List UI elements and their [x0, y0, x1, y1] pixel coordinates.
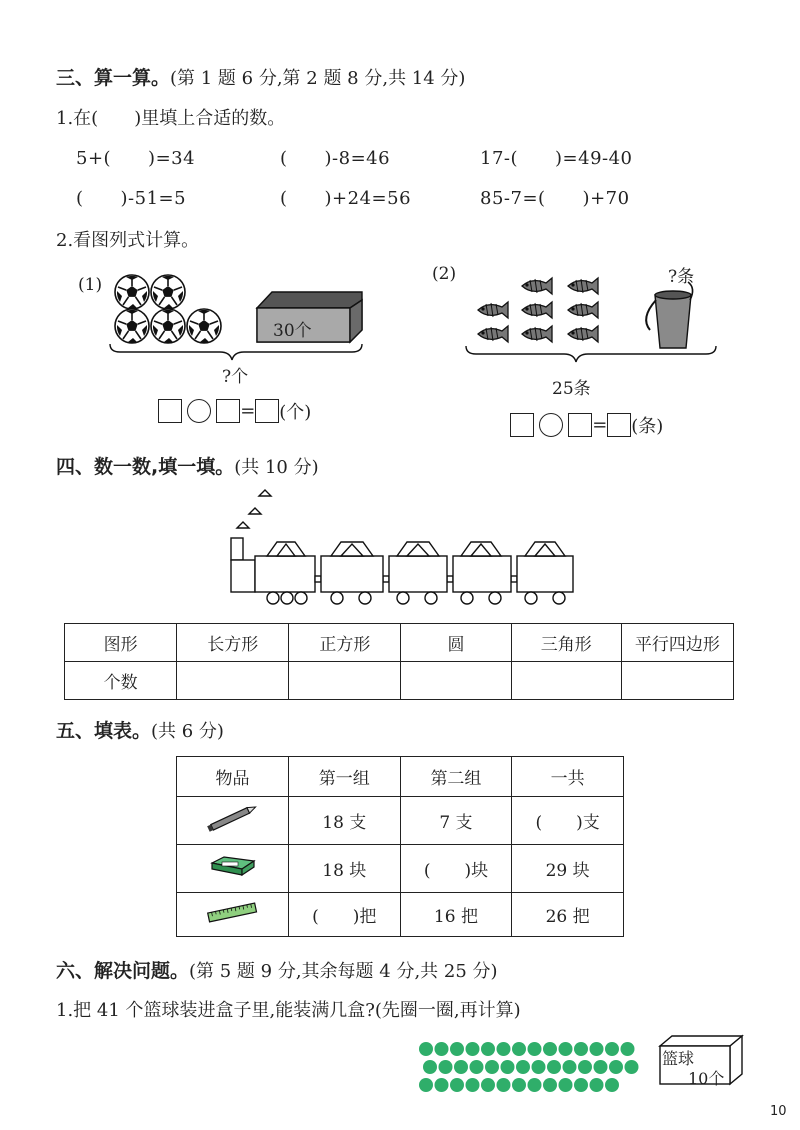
answer-box[interactable]: [216, 399, 240, 423]
table-cell: 7 支: [400, 797, 512, 845]
basketball-dot: [574, 1078, 588, 1092]
problem-2-answer-template: [510, 412, 663, 438]
basketball-dot: [485, 1060, 499, 1074]
basketball-dot: [512, 1042, 526, 1056]
basketball-dot: [454, 1060, 468, 1074]
basketball-dot: [435, 1078, 449, 1092]
soccer-ball-icon: [115, 309, 149, 343]
basketball-dot: [423, 1060, 437, 1074]
table-cell: 16 把: [400, 893, 512, 937]
table-header: 圆: [401, 624, 511, 662]
table-row-label: 个数: [65, 662, 177, 700]
item-table: [176, 756, 624, 937]
table-cell: 29 块: [512, 845, 624, 893]
fish-icon: [522, 326, 552, 342]
basketball-dot: [481, 1078, 495, 1092]
basketball-dot: [497, 1042, 511, 1056]
table-header: 第一组: [288, 757, 400, 797]
problem-2-number: (2): [432, 264, 457, 284]
basketball-dot: [563, 1060, 577, 1074]
table-header: 三角形: [511, 624, 621, 662]
problem-1-number: (1): [78, 275, 103, 295]
equation-5: ( )+24=56: [280, 188, 412, 209]
table-header: 第二组: [400, 757, 512, 797]
table-cell: 18 块: [288, 845, 400, 893]
basketball-dot: [594, 1060, 608, 1074]
basketball-dot: [543, 1078, 557, 1092]
fish-icon: [568, 302, 598, 318]
equals-sign: =: [240, 400, 256, 422]
basketball-dot: [439, 1060, 453, 1074]
equation-2: ( )-8=46: [280, 148, 391, 169]
operator-circle[interactable]: [187, 399, 211, 423]
soccer-ball-icon: [151, 275, 185, 309]
basketball-dot: [590, 1042, 604, 1056]
section-6-title: 六、解决问题。: [56, 960, 190, 982]
table-cell: 26 把: [512, 893, 624, 937]
soccer-ball-icon: [187, 309, 221, 343]
basketball-dot: [605, 1078, 619, 1092]
problem-1-question-label: ?个: [222, 367, 249, 387]
equation-3: 17-( )=49-40: [480, 148, 633, 169]
fish-icon: [568, 278, 598, 294]
section-4-title: 四、数一数,填一填。: [56, 456, 235, 478]
table-row: [177, 893, 624, 937]
basketball-dot: [528, 1078, 542, 1092]
basketball-dot: [516, 1060, 530, 1074]
eraser-icon: [177, 845, 289, 893]
answer-cell[interactable]: [511, 662, 621, 700]
basketball-dot: [578, 1060, 592, 1074]
basketball-dots: [418, 1040, 648, 1100]
section-3-heading: [56, 63, 465, 90]
fish-icon: [478, 326, 508, 342]
answer-box[interactable]: [510, 413, 534, 437]
table-cell[interactable]: ( )块: [400, 845, 512, 893]
table-header: 正方形: [289, 624, 401, 662]
box-label-line-2: 10个: [688, 1069, 725, 1088]
fish-icon: [568, 326, 598, 342]
answer-cell[interactable]: [177, 662, 289, 700]
fish-icon: [522, 302, 552, 318]
section-3-title: 三、算一算。: [56, 67, 171, 89]
table-header: 物品: [177, 757, 289, 797]
equation-4: ( )-51=5: [76, 188, 187, 209]
basketball-dot: [547, 1060, 561, 1074]
unit-label: (条): [631, 416, 664, 437]
answer-box[interactable]: [568, 413, 592, 437]
smoke-triangle-icon: [259, 490, 271, 496]
basketball-dot: [605, 1042, 619, 1056]
table-header: 图形: [65, 624, 177, 662]
basketball-dot: [466, 1042, 480, 1056]
table-cell: 18 支: [288, 797, 400, 845]
table-cell[interactable]: ( )把: [288, 893, 400, 937]
pencil-icon: [177, 797, 289, 845]
equation-1: 5+( )=34: [76, 148, 196, 169]
question-3-2: 2.看图列式计算。: [56, 230, 200, 251]
basketball-dot: [574, 1042, 588, 1056]
problem-1-answer-template: [158, 398, 311, 424]
chimney-rect: [231, 538, 243, 560]
answer-cell[interactable]: [621, 662, 733, 700]
section-5-title: 五、填表。: [56, 720, 152, 742]
table-row: [177, 845, 624, 893]
table-header: 一共: [512, 757, 624, 797]
basketball-dot: [590, 1078, 604, 1092]
section-6-points: (第 5 题 9 分,其余每题 4 分,共 25 分): [189, 961, 498, 982]
problem-2-question-label: ?条: [668, 267, 695, 287]
fish-icon: [478, 302, 508, 318]
basketball-dot: [419, 1042, 433, 1056]
basketball-dot: [450, 1078, 464, 1092]
answer-box[interactable]: [255, 399, 279, 423]
bucket-icon: [646, 282, 692, 348]
table-header: 平行四边形: [621, 624, 733, 662]
section-6-heading: [56, 956, 498, 983]
unit-label: (个): [279, 402, 312, 423]
section-5-points: (共 6 分): [151, 721, 224, 742]
problem-1-figure: [100, 268, 370, 368]
table-header: 长方形: [177, 624, 289, 662]
fish-icon: [522, 278, 552, 294]
operator-circle[interactable]: [539, 413, 563, 437]
box-label: 30个: [273, 321, 312, 341]
basketball-dot: [466, 1078, 480, 1092]
basketball-dot: [528, 1042, 542, 1056]
basketball-dot: [435, 1042, 449, 1056]
problem-2-total-label: 25条: [552, 379, 591, 399]
basketball-dot: [497, 1078, 511, 1092]
shape-count-table: [64, 623, 734, 700]
basketball-dot: [543, 1042, 557, 1056]
ruler-icon: [177, 893, 289, 937]
engine-body: [255, 556, 315, 592]
box-label-line-1: 篮球: [662, 1049, 695, 1068]
train-figure: [225, 484, 580, 609]
basketball-dot: [470, 1060, 484, 1074]
smoke-triangle-icon: [249, 508, 261, 514]
soccer-ball-icon: [115, 275, 149, 309]
section-3-points: (第 1 题 6 分,第 2 题 8 分,共 14 分): [170, 68, 466, 89]
table-cell[interactable]: ( )支: [512, 797, 624, 845]
basketball-dot: [501, 1060, 515, 1074]
section-4-points: (共 10 分): [234, 457, 319, 478]
answer-cell[interactable]: [289, 662, 401, 700]
answer-box[interactable]: [158, 399, 182, 423]
basketball-dot: [621, 1042, 635, 1056]
basketball-dot: [532, 1060, 546, 1074]
basketball-dot: [450, 1042, 464, 1056]
basketball-dot: [609, 1060, 623, 1074]
soccer-ball-icon: [151, 309, 185, 343]
equals-sign: =: [592, 414, 608, 436]
basketball-dot: [625, 1060, 639, 1074]
question-3-1: 1.在( )里填上合适的数。: [56, 108, 286, 129]
engine-square: [231, 560, 255, 592]
basketball-dot: [419, 1078, 433, 1092]
basketball-dot: [559, 1078, 573, 1092]
section-5-heading: [56, 716, 224, 743]
answer-cell[interactable]: [401, 662, 511, 700]
basketball-dot: [481, 1042, 495, 1056]
table-row: [177, 797, 624, 845]
smoke-triangle-icon: [237, 522, 249, 528]
basketball-dot: [559, 1042, 573, 1056]
section-4-heading: [56, 452, 319, 479]
answer-box[interactable]: [607, 413, 631, 437]
basketball-dot: [512, 1078, 526, 1092]
question-6-1: 1.把 41 个篮球装进盒子里,能装满几盒?(先圈一圈,再计算): [56, 1000, 521, 1021]
equation-6: 85-7=( )+70: [480, 188, 630, 209]
page-number: 10: [770, 1104, 787, 1119]
